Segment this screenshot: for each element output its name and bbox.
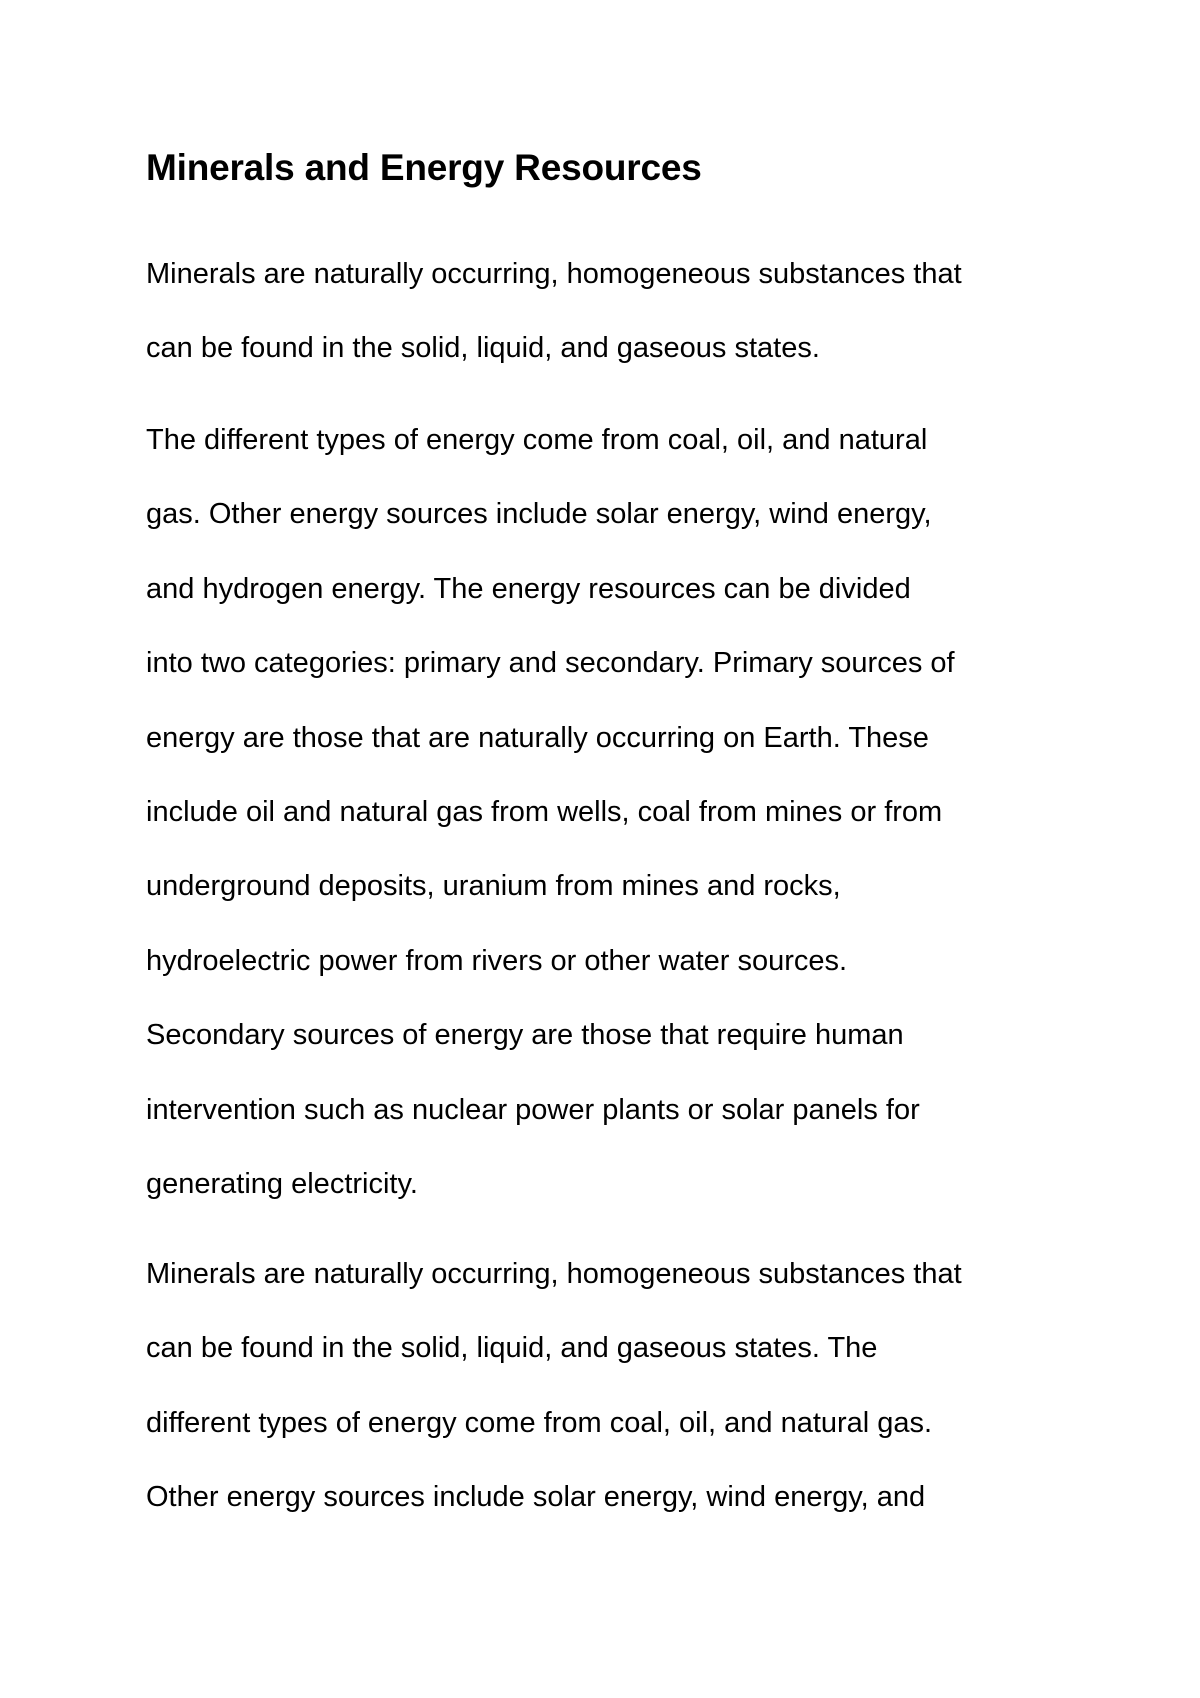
document-title: Minerals and Energy Resources xyxy=(146,147,702,188)
paragraph-3 xyxy=(146,1237,962,1535)
paragraph-line: include oil and natural gas from wells, coal from mines or from xyxy=(146,795,943,828)
paragraph-line: into two categories: primary and secondary. Primary sources of xyxy=(146,647,955,680)
paragraph-2 xyxy=(146,403,955,1221)
paragraph-line: can be found in the solid, liquid, and gaseous states. xyxy=(146,332,820,365)
paragraph-line: energy are those that are naturally occurring on Earth. These xyxy=(146,721,929,754)
paragraph-1 xyxy=(146,237,962,386)
paragraph-line: intervention such as nuclear power plants or solar panels for xyxy=(146,1093,920,1126)
paragraph-line: Other energy sources include solar energy, wind energy, and xyxy=(146,1481,926,1514)
paragraph-line: underground deposits, uranium from mines and rocks, xyxy=(146,870,841,903)
paragraph-line: hydroelectric power from rivers or other water sources. xyxy=(146,944,848,977)
paragraph-line: different types of energy come from coal, oil, and natural gas. xyxy=(146,1406,933,1439)
paragraph-line: Secondary sources of energy are those that require human xyxy=(146,1019,904,1052)
paragraph-line: Minerals are naturally occurring, homogeneous substances that xyxy=(146,258,962,290)
paragraph-line: generating electricity. xyxy=(146,1167,418,1200)
paragraph-line: Minerals are naturally occurring, homogeneous substances that xyxy=(146,1258,962,1290)
paragraph-line: and hydrogen energy. The energy resources can be divided xyxy=(146,572,911,605)
paragraph-line: gas. Other energy sources include solar energy, wind energy, xyxy=(146,498,932,531)
paragraph-line: can be found in the solid, liquid, and gaseous states. The xyxy=(146,1332,878,1365)
paragraph-line: The different types of energy come from coal, oil, and natural xyxy=(146,424,928,456)
